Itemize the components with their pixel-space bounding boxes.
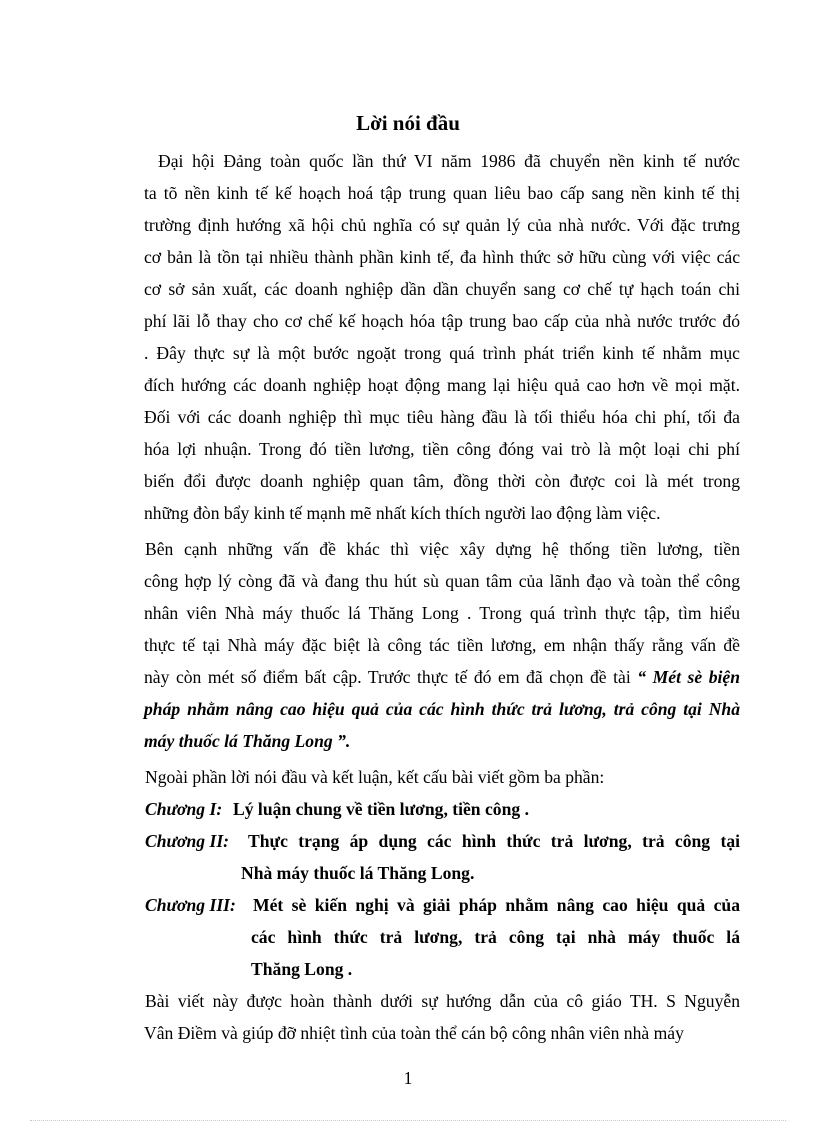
paragraph-line: hóa lợi nhuận. Trong đó tiền lương, tiền công đóng vai trò là một loại chi phí: [144, 439, 740, 459]
paragraph-line: công hợp lý còng đã và đang thu hút sù quan tâm của lãnh đạo và toàn thể công: [144, 571, 740, 591]
paragraph-line: Ngoài phần lời nói đầu và kết luận, kết cấu bài viết gồm ba phần:: [145, 767, 605, 787]
page-number: 1: [403, 1068, 413, 1088]
paragraph-line: trường định hướng xã hội chủ nghĩa có sự quản lý của nhà nước. Với đặc trưng: [144, 215, 740, 235]
page-title: Lời nói đầu: [356, 111, 460, 135]
paragraph-line: cơ sở sản xuất, các doanh nghiệp dần dần chuyển sang cơ chế tự hạch toán chi: [144, 279, 740, 299]
paragraph-line: phí lãi lỗ thay cho cơ chế kế hoạch hóa tập trung bao cấp của nhà nước trước đó: [144, 311, 740, 331]
chapter-title: Lý luận chung về tiền lương, tiền công .: [233, 799, 529, 819]
chapter-label: Chương I:: [145, 799, 223, 819]
paragraph-line: [144, 666, 740, 688]
chapter-title: Thực trạng áp dụng các hình thức trả lương, trả công tại: [248, 831, 740, 851]
paragraph-line: Đối với các doanh nghiệp thì mục tiêu hàng đầu là tối thiểu hóa chi phí, tối đa: [144, 407, 740, 427]
paragraph-line: thực tế tại Nhà máy đặc biệt là công tác tiền lương, em nhận thấy rằng vấn đề: [144, 635, 740, 655]
paragraph-text: này còn mét số điểm bất cập. Trước thực tế đó em đã chọn đề tài: [144, 667, 631, 687]
chapter-title: Thăng Long .: [251, 959, 353, 979]
chapter-title: Nhà máy thuốc lá Thăng Long.: [241, 863, 475, 883]
paragraph-line: ta tõ nền kinh tế kế hoạch hoá tập trung quan liêu bao cấp sang nền kinh tế thị: [144, 183, 740, 203]
chapter-label: Chương III:: [145, 895, 236, 915]
chapter-title: các hình thức trả lương, trả công tại nhà máy thuốc lá: [251, 927, 740, 947]
chapter-title: Mét sè kiến nghị và giải pháp nhằm nâng cao hiệu quả của: [253, 895, 740, 915]
thesis-topic: pháp nhằm nâng cao hiệu quả của các hình thức trả lương, trả công tại Nhà: [144, 699, 740, 719]
paragraph-line: Đại hội Đảng toàn quốc lần thứ VI năm 1986 đã chuyển nền kinh tế nước: [158, 151, 740, 171]
paragraph-line: Bên cạnh những vấn đề khác thì việc xây dựng hệ thống tiền lương, tiền: [145, 539, 740, 559]
paragraph-line: [144, 730, 740, 752]
paragraph-line: Bài viết này được hoàn thành dưới sự hướng dẫn của cô giáo TH. S Nguyễn: [145, 991, 740, 1011]
paragraph-line: cơ bản là tồn tại nhiều thành phần kinh tế, đa hình thức sở hữu cùng với việc các: [144, 247, 740, 267]
paragraph-line: Vân Điềm và giúp đỡ nhiệt tình của toàn thể cán bộ công nhân viên nhà máy: [144, 1023, 684, 1043]
sentence-end: .: [345, 731, 351, 751]
paragraph-line: những đòn bẩy kinh tế mạnh mẽ nhất kích thích người lao động làm việc.: [144, 503, 661, 523]
paragraph-line: đích hướng các doanh nghiệp hoạt động mang lại hiệu quả cao hơn về mọi mặt.: [144, 375, 740, 395]
thesis-topic: “ Mét sè biện: [637, 667, 741, 687]
thesis-topic: máy thuốc lá Thăng Long ”: [144, 731, 346, 751]
paragraph-line: . Đây thực sự là một bước ngoặt trong quá trình phát triển kinh tế nhằm mục: [144, 343, 740, 363]
page-bottom-border: [30, 1120, 786, 1121]
paragraph-line: biến đổi được doanh nghiệp quan tâm, đồng thời còn được coi là mét trong: [144, 471, 740, 491]
paragraph-line: nhân viên Nhà máy thuốc lá Thăng Long . Trong quá trình thực tập, tìm hiểu: [144, 603, 740, 623]
chapter-label: Chương II:: [145, 831, 230, 851]
